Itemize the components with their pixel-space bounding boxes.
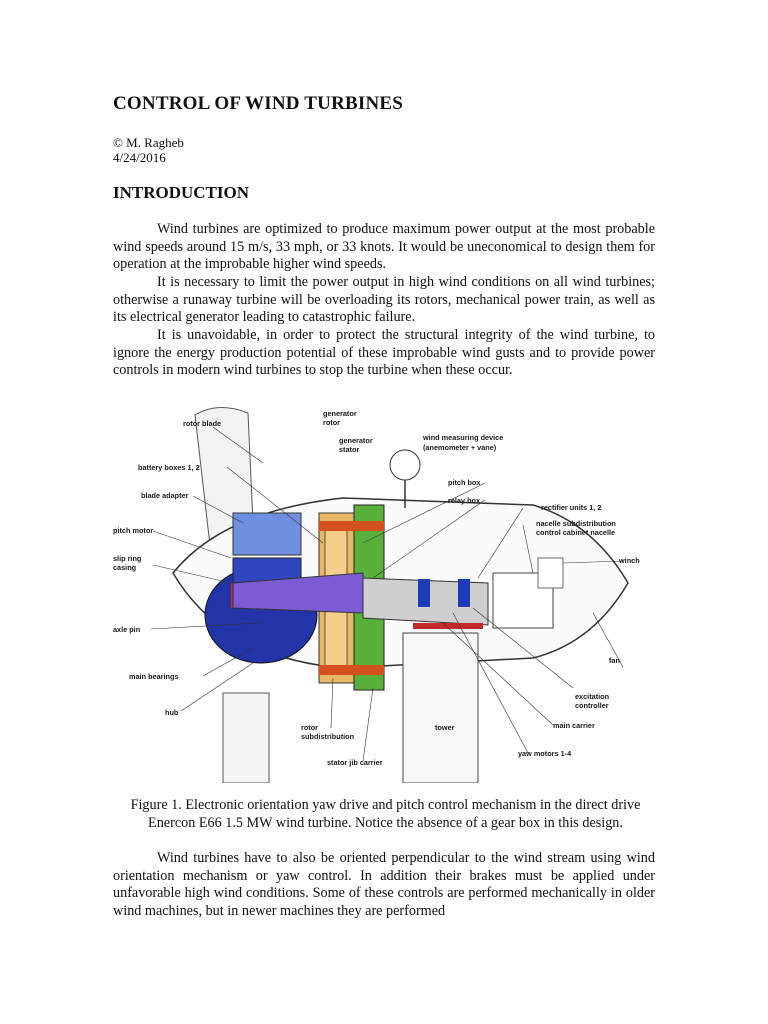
label-slip-ring-2: casing [113, 563, 137, 572]
label-battery-boxes: battery boxes 1, 2 [138, 463, 200, 472]
date-line: 4/24/2016 [113, 150, 166, 165]
label-rectifier-units: rectifier units 1, 2 [541, 503, 602, 512]
label-stator-jib: stator jib carrier [327, 758, 383, 767]
label-fan: fan [609, 656, 620, 665]
label-wind-device-2: (anemometer + vane) [423, 443, 497, 452]
label-slip-ring: slip ring [113, 554, 142, 563]
label-generator-rotor: generator [323, 409, 357, 418]
label-pitch-box: pitch box [448, 478, 481, 487]
label-nacelle-sub: nacelle subdistribution [536, 519, 616, 528]
label-rotor-sub-2: subdistribution [301, 732, 355, 741]
label-rotor-sub: rotor [301, 723, 319, 732]
label-yaw-motors: yaw motors 1-4 [518, 749, 572, 758]
label-hub: hub [165, 708, 179, 717]
label-main-bearings: main bearings [129, 672, 179, 681]
turbine-diagram [113, 393, 658, 783]
document-meta [113, 135, 184, 165]
label-nacelle-sub-2: control cabinet nacelle [536, 528, 616, 537]
label-generator-rotor-2: rotor [323, 418, 341, 427]
paragraph-1: Wind turbines are optimized to produce maximum power output at the most probable wind speeds around 15 m/s, 33 mph, or 33 knots. It would be uneconomical to design them for operation at the improbable higher wind speeds. [113, 221, 655, 272]
label-blade-adapter: blade adapter [141, 491, 189, 500]
label-axle-pin: axle pin [113, 625, 141, 634]
label-rotor-blade: rotor blade [183, 419, 222, 428]
label-generator-stator-2: stator [339, 445, 360, 454]
section-heading: INTRODUCTION [113, 183, 250, 202]
paragraph-4: Wind turbines have to also be oriented perpendicular to the wind stream using wind orientation mechanism or yaw control. In addition their brakes must be applied under unfavorable high wind conditions. Some of these controls are performed mechanically in older wind machines, but in newer machines they are performed [113, 850, 655, 919]
label-wind-device: wind measuring device [423, 433, 504, 442]
author-line: © M. Ragheb [113, 135, 184, 150]
paragraph-2: It is necessary to limit the power output in high wind conditions on all wind turbines; otherwise a runaway turbine will be overloading its rotors, mechanical power train, as well as its electrical generator leading to catastrophic failure. [113, 274, 655, 325]
figure-caption: Figure 1. Electronic orientation yaw drive and pitch control mechanism in the direct drive Enercon E66 1.5 MW wind turbine. Notice the absence of a gear box in this design. [130, 797, 641, 831]
label-generator-stator: generator [339, 436, 373, 445]
paragraph-3: It is unavoidable, in order to protect the structural integrity of the wind turbine, to ignore the energy production potential of these improbable wind gusts and to provide power controls in modern wind turbines to stop the turbine when these occur. [113, 327, 655, 378]
label-excitation: excitation [575, 692, 610, 701]
label-excitation-2: controller [575, 701, 609, 710]
label-relay-box: relay box [448, 496, 481, 505]
label-tower: tower [435, 723, 455, 732]
document-title: CONTROL OF WIND TURBINES [113, 93, 404, 114]
label-main-carrier: main carrier [553, 721, 595, 730]
label-winch: winch [619, 556, 640, 565]
label-pitch-motor: pitch motor [113, 526, 154, 535]
